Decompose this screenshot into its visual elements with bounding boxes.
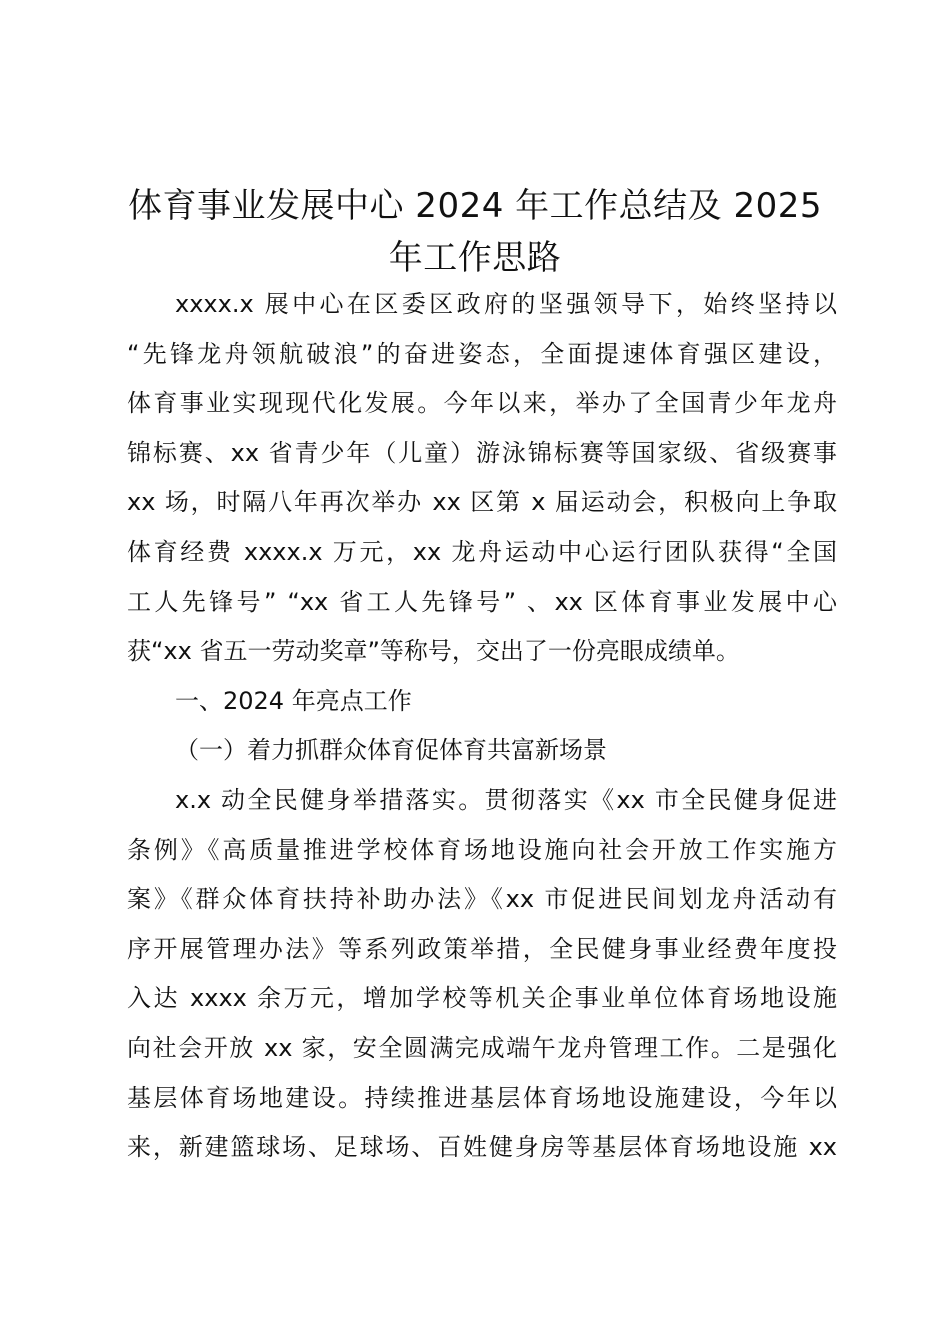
section-heading: 一、2024 年亮点工作 (175, 686, 412, 715)
paragraph-line: 体育事业实现现代化发展。今年以来，举办了全国青少年龙舟 (127, 389, 837, 418)
paragraph-line: xx 场，时隔八年再次举办 xx 区第 x 届运动会，积极向上争取 (127, 488, 837, 517)
paragraph-line: 锦标赛、xx 省青少年（儿童）游泳锦标赛等国家级、省级赛事 (127, 438, 837, 467)
paragraph-line: x.x 动全民健身举措落实。贯彻落实《xx 市全民健身促进 (175, 785, 837, 814)
document-body (127, 280, 837, 1173)
paragraph-line: 条例》《高质量推进学校体育场地设施向社会开放工作实施方 (127, 835, 837, 864)
paragraph-line: 入达 xxxx 余万元，增加学校等机关企事业单位体育场地设施 (127, 984, 837, 1013)
paragraph-line: 向社会开放 xx 家，安全圆满完成端午龙舟管理工作。二是强化 (127, 1033, 837, 1062)
paragraph-line: “先锋龙舟领航破浪”的奋进姿态，全面提速体育强区建设， (127, 339, 837, 368)
paragraph-line: 工人先锋号” “xx 省工人先锋号” 、xx 区体育事业发展中心 (127, 587, 837, 616)
paragraph-line: 来，新建篮球场、足球场、百姓健身房等基层体育场地设施 xx (127, 1133, 837, 1162)
paragraph-line: 案》《群众体育扶持补助办法》《xx 市促进民间划龙舟活动有 (127, 885, 837, 914)
subsection-heading: （一）着力抓群众体育促体育共富新场景 (175, 736, 607, 765)
title-line-1: 体育事业发展中心 2024 年工作总结及 2025 (128, 186, 822, 226)
paragraph-line: 获“xx 省五一劳动奖章”等称号，交出了一份亮眼成绩单。 (127, 637, 740, 666)
paragraph-line: 体育经费 xxxx.x 万元，xx 龙舟运动中心运行团队获得“全国 (127, 537, 837, 566)
paragraph-line: xxxx.x 展中心在区委区政府的坚强领导下，始终坚持以 (175, 290, 837, 318)
paragraph-line: 基层体育场地建设。持续推进基层体育场地设施建设，今年以 (127, 1083, 837, 1112)
paragraph-line: 序开展管理办法》等系列政策举措，全民健身事业经费年度投 (127, 934, 837, 963)
document-title (120, 180, 830, 284)
title-line-2: 年工作思路 (388, 238, 562, 278)
